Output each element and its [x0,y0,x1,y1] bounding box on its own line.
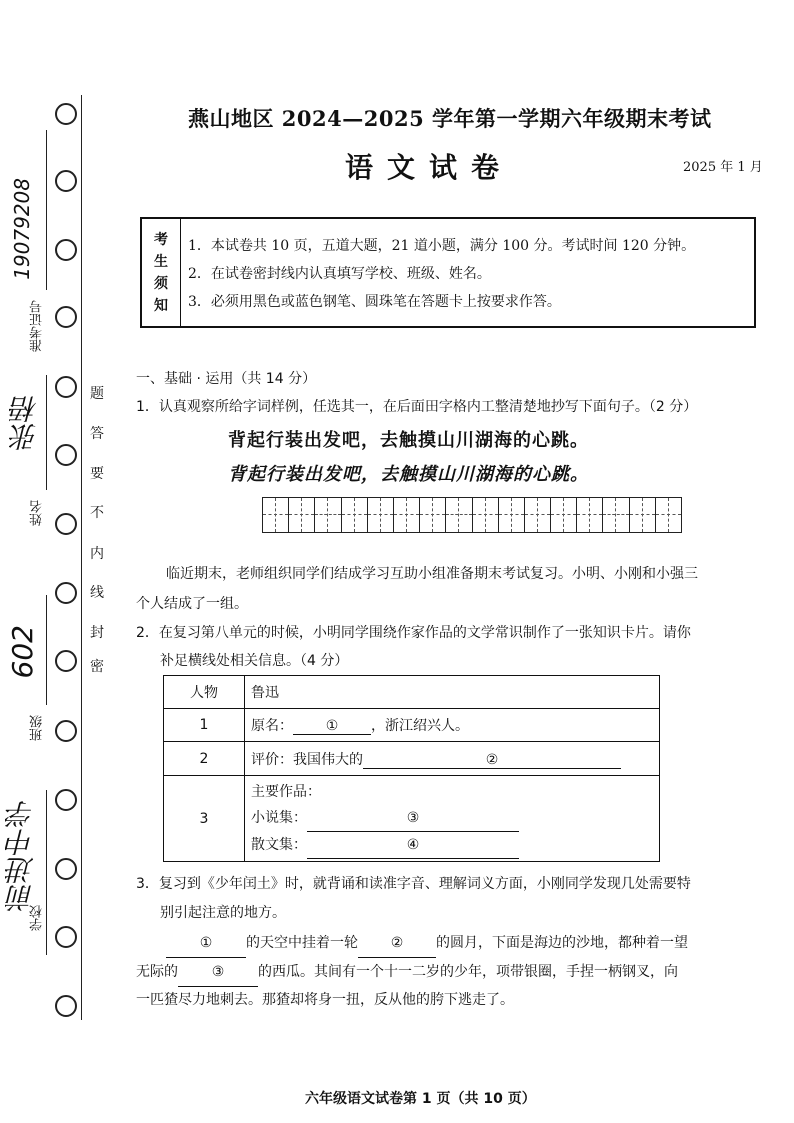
passage-text: 无际的 [136,964,178,980]
name-value: 张梧 [9,395,42,451]
binding-hole [55,239,77,261]
seal-char: 题 [90,386,104,402]
knowledge-card [163,675,660,862]
seal-char: 封 [90,625,104,641]
binding-hole [55,995,77,1017]
school-label: 学校 [30,905,45,931]
sample-line-handwriting: 背起行装出发吧，去触摸山川湖海的心跳。 [228,464,589,485]
blank-3[interactable]: ③ [307,805,519,832]
seal-char: 密 [90,659,104,675]
card-row-num: 2 [164,742,245,776]
class-label: 班级 [30,715,45,741]
binding-hole [55,789,77,811]
seal-char: 不 [90,505,104,521]
card-row-num: 3 [164,776,245,862]
blank-1[interactable]: ① [293,718,371,735]
sample-line-print: 背起行装出发吧，去触摸山川湖海的心跳。 [228,430,589,451]
exam-no-label: 准考证号 [30,300,45,352]
name-label: 姓名 [30,500,45,526]
passage-line-2 [136,958,678,987]
writing-grid[interactable] [262,497,682,533]
blank-4[interactable]: ④ [307,832,519,859]
class-line [46,595,47,705]
card-row-2 [245,742,660,776]
notice-item: 2．在试卷密封线内认真填写学校、班级、姓名。 [188,266,491,282]
notice-items [188,232,695,316]
binding-hole [55,720,77,742]
blank-2[interactable]: ② [363,752,621,769]
passage-blank-2[interactable]: ② [358,929,436,958]
notice-label-char: 生 [154,253,168,270]
passage-blank-3[interactable]: ③ [178,958,258,987]
intro-line: 临近期末，老师组织同学们结成学习互助小组准备期末考试复习。小明、小刚和小强三 [166,566,698,582]
passage-text: 的西瓜。其间有一个十一二岁的少年，项带银圈，手捏一柄钢叉，向 [258,964,678,980]
card-row-num: 1 [164,709,245,742]
question-2: 2．在复习第八单元的时候，小明同学围绕作家作品的文学常识制作了一张知识卡片。请你 [136,625,691,641]
passage-line-1 [166,929,688,958]
passage-text: 的天空中挂着一轮 [246,935,358,951]
notice-item: 1．本试卷共 10 页，五道大题，21 道小题，满分 100 分。考试时间 120 分钟。 [188,238,696,254]
seal-line [81,95,82,1020]
notice-box [140,217,756,328]
question-1: 1．认真观察所给字词样例，任选其一，在后面田字格内工整清楚地抄写下面句子。（2 分） [136,399,698,415]
works-title: 主要作品： [251,783,321,800]
class-value: 602 [6,625,39,679]
seal-char: 要 [90,466,104,482]
novel-label: 小说集： [251,809,307,826]
notice-label-char: 须 [154,275,168,292]
seal-char: 内 [90,546,104,562]
essay-label: 散文集： [251,836,307,853]
binding-hole [55,926,77,948]
passage-line-3: 一匹猹尽力地刺去。那猹却将身一扭，反从他的胯下逃走了。 [136,992,514,1008]
notice-label-char: 考 [154,231,168,248]
question-3-cont: 别引起注意的地方。 [160,905,286,921]
intro-line: 个人结成了一组。 [136,596,248,612]
seal-char: 线 [90,585,104,601]
card-row-3 [245,776,660,862]
binding-hole [55,306,77,328]
card-row-prefix: 原名： [251,718,293,734]
passage-blank-1[interactable]: ① [166,929,246,958]
binding-hole [55,858,77,880]
page-footer: 六年级语文试卷第 1 页（共 10 页） [305,1091,536,1107]
exam-date: 2025 年 1 月 [683,160,763,175]
passage-text: 的圆月，下面是海边的沙地，都种着一望 [436,935,688,951]
card-row-prefix: 评价：我国伟大的 [251,751,363,768]
card-header-name: 鲁迅 [245,676,660,709]
binding-hole [55,513,77,535]
binding-hole [55,650,77,672]
question-2-cont: 补足横线处相关信息。（4 分） [160,653,349,669]
card-header-person: 人物 [164,676,245,709]
exam-title: 燕山地区 2024—2025 学年第一学期六年级期末考试 [188,106,712,131]
card-row-suffix: ，浙江绍兴人。 [371,718,469,734]
notice-label [142,219,181,326]
binding-hole [55,376,77,398]
section-heading: 一、基础 · 运用（共 14 分） [136,371,317,387]
binding-hole [55,444,77,466]
seal-char: 答 [90,426,104,442]
notice-label-char: 知 [154,297,168,314]
school-value: 前进中学 [5,800,38,912]
exam-subtitle: 语文试卷 [345,151,514,184]
name-line [46,375,47,490]
question-3: 3．复习到《少年闰土》时，就背诵和读准字音、理解词义方面，小刚同学发现几处需要特 [136,876,691,892]
exam-no-line [46,130,47,290]
exam-no-value: 19079208 [10,178,34,280]
binding-hole [55,170,77,192]
binding-hole [55,582,77,604]
notice-item: 3．必须用黑色或蓝色钢笔、圆珠笔在答题卡上按要求作答。 [188,294,561,310]
card-row-1 [245,709,660,742]
binding-hole [55,103,77,125]
